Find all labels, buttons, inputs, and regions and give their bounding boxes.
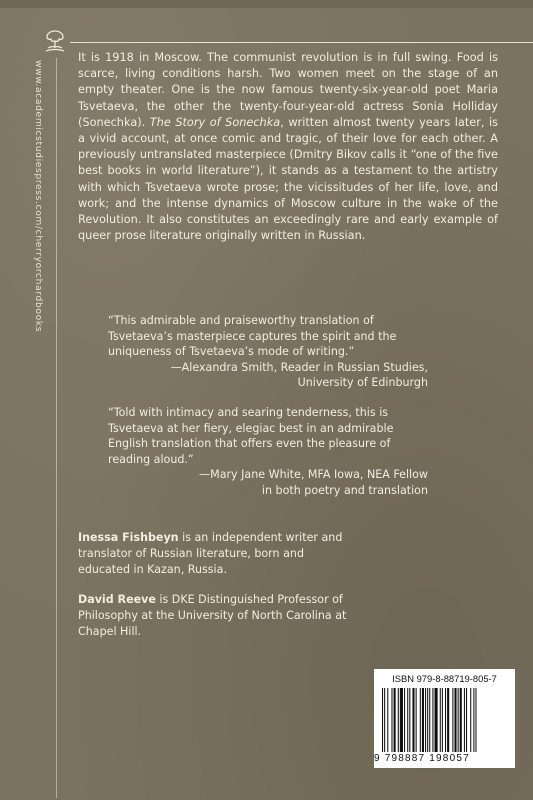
blurb-part-2: , written almost twenty years later, is a vivid account, at once comic and tragic, of their love for each other. A previously untranslated masterpiece (Dmitry Bikov calls it “one of the five best books in world literature”), it stands as a testament to the artistry with which Tsvetaeva wrote prose; the vicissitudes of her life, love, and work; and the intense dynamics of Moscow culture in the wake of the Revolution. It also constitutes an exceedingly rare and early example of queer prose literature originally written in Russian. xyxy=(78,115,499,243)
translator-bio xyxy=(78,530,348,578)
cherry-orchard-logo-icon xyxy=(41,28,69,54)
barcode-digits: 9 798887 198057 xyxy=(374,753,470,764)
quote-attribution: University of Edinburgh xyxy=(297,376,428,390)
book-title: The Story of Sonechka xyxy=(149,115,281,129)
top-edge xyxy=(0,0,533,8)
translator-bio-text: is an independent writer and translator of Russian literature, born and educated in Kazan, Russia. xyxy=(78,531,343,576)
publisher-url xyxy=(33,60,51,380)
isbn-label: ISBN 979-8-88719-805-7 xyxy=(392,673,497,684)
editor-name: David Reeve xyxy=(78,593,156,606)
quote-attribution: in both poetry and translation xyxy=(261,483,428,497)
quote-text: “Told with intimacy and searing tenderness, this is Tsvetaeva at her fiery, elegiac best in an admirable English translation that offers even the pleasure of reading aloud.” xyxy=(108,405,394,466)
translator-name: Inessa Fishbeyn xyxy=(78,531,179,544)
side-rule xyxy=(56,58,57,798)
contributor-bios xyxy=(78,530,348,654)
header-rule xyxy=(70,42,533,43)
quote-attribution: —Mary Jane White, MFA Iowa, NEA Fellow xyxy=(199,468,428,482)
quote-text: “This admirable and praiseworthy translation of Tsvetaeva’s masterpiece captures the spirit and the uniqueness of Tsvetaeva’s mode of writing.” xyxy=(108,314,397,359)
barcode-icon xyxy=(382,688,507,752)
editor-bio-text: is DKE Distinguished Professor of Philosophy at the University of North Carolina at Chapel Hill. xyxy=(78,593,347,638)
isbn-barcode xyxy=(374,669,515,768)
editor-bio xyxy=(78,592,348,640)
endorsements xyxy=(108,313,428,499)
blurb-paragraph xyxy=(78,50,498,244)
quote-attribution: —Alexandra Smith, Reader in Russian Studies, xyxy=(170,360,428,374)
blurb-section xyxy=(78,50,498,244)
blurb-part-1: It is 1918 in Moscow. The communist revolution is in full swing. Food is scarce, living conditions harsh. Two women meet on the stage of an empty theater. One is the now famous twenty-six-year-old poet Maria Tsvetaeva, the other the twenty-four-year-old actress Sonia Holliday (Sonechka). xyxy=(78,51,498,129)
publisher-url-text: www.academicstudiespress.com/cherryorchardbooks xyxy=(33,60,44,333)
